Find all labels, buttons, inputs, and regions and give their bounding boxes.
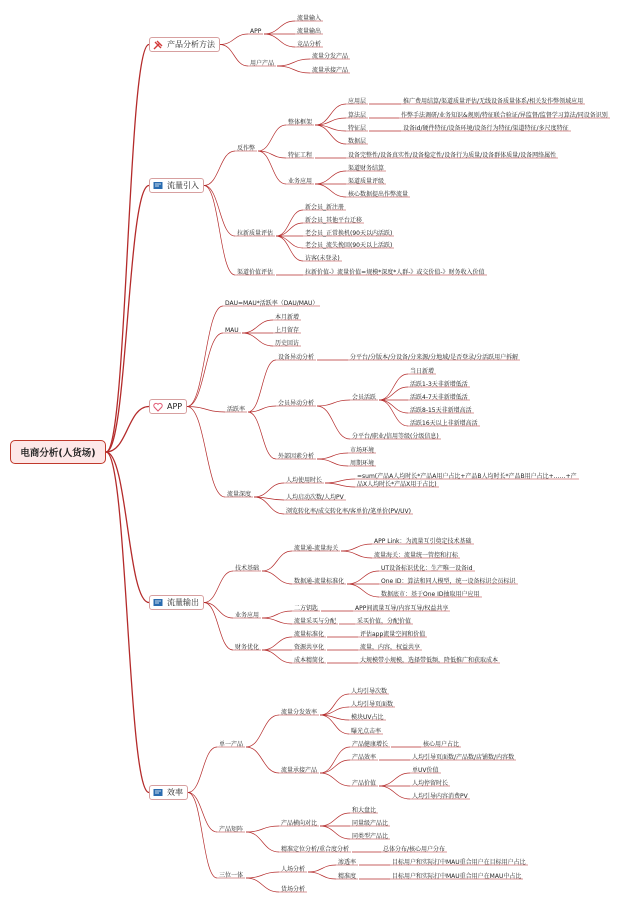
mindmap-node[interactable]: 人均引导次数: [351, 687, 388, 695]
connector-line: [188, 793, 217, 879]
mindmap-node[interactable]: 流量分发效率: [281, 708, 318, 716]
mindmap-node[interactable]: 成本精简化: [294, 656, 325, 664]
mindmap-node[interactable]: 上月留存: [275, 326, 300, 334]
connector-line: [320, 760, 350, 773]
connector-line: [242, 320, 273, 333]
mindmap-node[interactable]: 大规模带小规模，选择带低频，降低推广和获取成本: [360, 656, 499, 664]
connector-line: [204, 603, 233, 619]
connector-line: [320, 813, 350, 826]
mindmap-node[interactable]: =sum(产品A人均时长*产品A用户占比+产品B人均时长*产品B用户占比+……+产: [357, 472, 577, 480]
mindmap-node[interactable]: 总体分布/核心用户分布: [383, 845, 446, 853]
mindmap-node[interactable]: 会员活跃: [352, 393, 377, 401]
mindmap-node[interactable]: 数据通-流量标准化: [294, 577, 345, 585]
mindmap-node[interactable]: 反作弊: [237, 144, 256, 152]
category-traffic-in[interactable]: [149, 178, 204, 193]
connector-line: [248, 360, 276, 412]
connector-line: [262, 618, 292, 624]
mindmap-node[interactable]: 渗透率: [338, 858, 357, 866]
connector-line: [320, 694, 349, 715]
connector-line: [325, 483, 355, 487]
mindmap-node[interactable]: 浏览转化率/成交转化率/客单价/笔单价(PV/UV): [286, 507, 411, 515]
connector-line: [347, 584, 379, 597]
connector-line: [106, 186, 149, 453]
connector-line: [347, 571, 379, 584]
mindmap-node[interactable]: 新会员_其他平台迁移: [305, 216, 363, 224]
mindmap-node[interactable]: 活跃16天以上非新增高活: [410, 419, 478, 427]
mindmap-node[interactable]: 本月新增: [275, 313, 300, 321]
connector-line: [317, 453, 348, 459]
mindmap-node[interactable]: 流量深度: [227, 490, 252, 498]
connector-line: [246, 832, 279, 852]
connector-line: [308, 872, 336, 879]
mindmap-node[interactable]: 外部因素分析: [278, 452, 315, 460]
connector-line: [276, 210, 303, 236]
mindmap-node[interactable]: 同类型产品比: [352, 832, 389, 840]
mindmap-node[interactable]: 算法层: [348, 111, 367, 119]
connector-line: [341, 544, 372, 551]
mindmap-node[interactable]: 产品价值: [352, 779, 377, 787]
connector-line: [188, 793, 217, 833]
mindmap-node[interactable]: APP间流量互导/内容互导/权益共享: [355, 604, 449, 612]
mindmap-node[interactable]: UT设备标识优化：生产唯一设备id: [381, 564, 473, 572]
connector-line: [379, 773, 410, 786]
mindmap-node[interactable]: 流量标准化: [294, 630, 325, 638]
category-label: 流量引入: [167, 181, 199, 190]
flag-icon: [153, 181, 163, 191]
connector-line: [317, 400, 350, 406]
mindmap-node[interactable]: 特征工程: [288, 151, 313, 159]
connector-line: [320, 773, 350, 786]
mindmap-node[interactable]: 资源共享化: [294, 643, 325, 651]
mindmap-node[interactable]: 人均引导页面数: [351, 700, 394, 708]
connector-line: [246, 878, 279, 892]
connector-line: [188, 747, 217, 793]
mindmap-node[interactable]: 拉新质量评估: [237, 229, 274, 237]
mindmap-node[interactable]: 曝光点击率: [351, 727, 382, 735]
connector-line: [246, 715, 279, 747]
connector-line: [276, 236, 303, 248]
mindmap-node[interactable]: 数据层: [348, 137, 367, 145]
mindmap-node[interactable]: 流量海关：流量统一管控和打标: [374, 551, 459, 559]
connector-line: [262, 571, 292, 584]
mindmap-node[interactable]: 作弊手法调研/业务知识&规则/特征联合验证/异监督/监督学习算法/同设备识别: [401, 111, 608, 119]
mindmap-node[interactable]: 产品效率: [352, 753, 377, 761]
mindmap-node[interactable]: 业务应用: [235, 611, 260, 619]
connector-line: [379, 387, 408, 400]
mindmap-node[interactable]: 特征层: [348, 124, 367, 132]
connector-line: [277, 59, 310, 66]
connector-line: [106, 407, 149, 453]
mindmap-node[interactable]: 流量输出: [297, 27, 322, 35]
tools-icon: [153, 40, 163, 50]
connector-line: [258, 125, 286, 151]
category-traffic-out[interactable]: [149, 595, 204, 610]
mindmap-node[interactable]: 分平台/分版本/分设备/分来源/分地域/是否登录/分活跃用户拆解: [350, 353, 519, 361]
connector-line: [320, 826, 350, 839]
category-label: APP: [167, 402, 183, 411]
connector-line: [276, 236, 303, 261]
mindmap-node[interactable]: 当日新增: [410, 367, 435, 375]
category-label: 产品分析方法: [167, 40, 215, 49]
mindmap-node[interactable]: 活跃8-15天非新增高活: [410, 406, 472, 414]
connector-line: [379, 400, 408, 426]
connector-line: [379, 786, 410, 799]
connector-line: [315, 184, 346, 197]
connector-line: [106, 452, 149, 793]
mindmap-node[interactable]: 用户产品: [250, 59, 275, 67]
mindmap-node[interactable]: 二方钥匙: [294, 604, 319, 612]
mindmap-node[interactable]: 采买价值，分配价值: [357, 617, 412, 625]
connector-line: [262, 551, 292, 571]
mindmap-node[interactable]: 设备id/硬件特征/设备环境/设备行为特征/渠道特征/多尺度特征: [403, 124, 569, 132]
mindmap-node[interactable]: 会员异动分析: [278, 399, 315, 407]
connector-line: [106, 45, 149, 453]
category-label: 效率: [167, 788, 183, 797]
mindmap-node[interactable]: 渠道质量评级: [348, 177, 385, 185]
connector-line: [315, 171, 346, 184]
mindmap-node[interactable]: 财务优化: [235, 643, 260, 651]
connector-line: [262, 650, 292, 663]
category-label: 流量输出: [167, 598, 199, 607]
mindmap-node[interactable]: 模块UV占比: [351, 713, 384, 721]
connector-line: [262, 637, 292, 650]
mindmap-node[interactable]: 人场分析: [281, 865, 306, 873]
mindmap-node[interactable]: 推广费用结算/渠道质量评估/无线设备质量体系/相关发作弊领域应用: [403, 97, 584, 105]
mindmap-node[interactable]: 拉新价值-》流量价值=规模*深度*人群-》或交价值-》财务收入价值: [305, 268, 485, 276]
connector-line: [325, 479, 355, 483]
mindmap-node[interactable]: 流量分发产品: [312, 52, 349, 60]
mindmap-node[interactable]: 流量采买与分配: [294, 617, 337, 625]
connector-line: [276, 223, 303, 236]
mindmap-node[interactable]: 目标用户和实际打中MAU重合用户在目标用户占比: [392, 858, 526, 866]
category-app[interactable]: [149, 399, 187, 414]
mindmap-node[interactable]: 设备完整性/设备真实性/设备稳定性/设备行为质量/设备群体质量/设备网络属性: [348, 151, 557, 159]
mindmap-node[interactable]: DAU=MAU*活跃率（DAU/MAU）: [225, 299, 319, 307]
connector-line: [320, 707, 349, 715]
mindmap-node[interactable]: 渠道价值评估: [237, 268, 274, 276]
connector-line: [264, 34, 295, 47]
mindmap-node[interactable]: 应用层: [348, 97, 367, 105]
mindmap-node[interactable]: APP Link：为流量互引奠定技术基础: [374, 537, 472, 545]
mindmap-node[interactable]: 老会员_流失挽回(90天以上活跃): [305, 241, 393, 249]
connector-line: [320, 747, 350, 773]
mindmap-node[interactable]: 活跃率: [227, 405, 246, 413]
connector-line: [204, 151, 235, 186]
connector-line: [248, 406, 276, 412]
mindmap-node[interactable]: 分平台/职业/信用等级(分级信息): [352, 432, 439, 440]
mindmap-node[interactable]: 竞品分析: [297, 40, 322, 48]
mindmap-node[interactable]: 人均启动次数/人均PV: [286, 493, 344, 501]
root-node[interactable]: 电商分析(人货场): [10, 440, 106, 464]
connector-line: [187, 306, 223, 407]
connector-line: [262, 611, 292, 618]
connector-line: [220, 45, 248, 67]
mindmap-node[interactable]: 历史回访: [275, 339, 300, 347]
category-product-analysis[interactable]: [149, 37, 220, 52]
mindmap-node[interactable]: 产品矩阵: [219, 825, 244, 833]
mindmap-node[interactable]: 流量承接产品: [312, 66, 349, 74]
mindmap-node[interactable]: 设备异动分析: [278, 353, 315, 361]
mindmap-node[interactable]: 老会员_正常换机(90天以内活跃): [305, 229, 393, 237]
mindmap-node[interactable]: MAU: [225, 326, 239, 334]
connector-line: [341, 551, 372, 558]
mindmap-node[interactable]: 单UV价值: [412, 766, 439, 774]
connector-line: [379, 400, 408, 413]
connector-line: [248, 412, 276, 459]
mindmap-node[interactable]: 流量，内容，权益共享: [360, 643, 421, 651]
mindmap-node[interactable]: 数据底市：基于One ID抽取用户应用: [381, 590, 480, 598]
mindmap-node[interactable]: 流量输入: [297, 14, 322, 22]
flag-icon: [153, 598, 163, 608]
mindmap-node[interactable]: 品X人均时长*产品X用于占比): [357, 480, 437, 488]
mindmap-node[interactable]: 产品健康增长: [352, 740, 389, 748]
mindmap-node[interactable]: 人均使用时长: [286, 476, 323, 484]
flag-icon: [153, 788, 163, 798]
mindmap-node[interactable]: 货场分析: [281, 885, 306, 893]
mindmap-node[interactable]: 产品横向对比: [281, 819, 318, 827]
mindmap-node[interactable]: 核心用户占比: [423, 740, 460, 748]
connector-line: [308, 865, 336, 872]
category-efficiency[interactable]: [149, 785, 188, 800]
mindmap-node[interactable]: 目标用户和实际打中MAU重合用户在MAU中占比: [392, 872, 522, 880]
mindmap-node[interactable]: 渠道财务结算: [348, 164, 385, 172]
mindmap-node[interactable]: 和大盘比: [352, 806, 377, 814]
connector-line: [187, 333, 223, 407]
connector-line: [254, 483, 284, 497]
connector-line: [264, 21, 295, 34]
mindmap-node[interactable]: 人均停留时长: [412, 779, 449, 787]
mindmap-node[interactable]: 新会员_新注册: [305, 203, 345, 211]
mindmap-node[interactable]: 精准度: [338, 872, 357, 880]
mindmap-node[interactable]: 活跃1-3天非新增低活: [410, 380, 468, 388]
mindmap-node[interactable]: APP: [250, 27, 262, 35]
connector-line: [204, 571, 233, 603]
connector-line: [317, 459, 348, 466]
connector-line: [246, 872, 279, 878]
connector-line: [242, 333, 273, 346]
mindmap-node[interactable]: 人均引导页面数/产品数/店铺数/内容数: [412, 753, 515, 761]
connector-line: [246, 826, 279, 832]
mindmap-node[interactable]: 访客(未登录): [305, 254, 340, 262]
connector-line: [204, 603, 233, 651]
mindmap-node[interactable]: 单一产品: [219, 740, 244, 748]
connector-line: [106, 452, 149, 603]
mindmap-node[interactable]: 核心数据提出作弊流量: [348, 190, 409, 198]
mindmap-node[interactable]: 流量承接产品: [281, 766, 318, 774]
mindmap-node[interactable]: 三位一体: [219, 871, 244, 879]
mindmap-node[interactable]: 业务应用: [288, 177, 313, 185]
mindmap-node[interactable]: 市场环境: [350, 446, 375, 454]
mindmap-node[interactable]: 人均引导内容消费PV: [412, 792, 468, 800]
mindmap-node[interactable]: 同量级产品比: [352, 819, 389, 827]
connector-line: [246, 747, 279, 773]
connector-line: [220, 34, 248, 45]
connector-line: [204, 186, 235, 276]
heart-icon: [153, 402, 163, 412]
mindmap-node[interactable]: 评估app流量空间和价值: [360, 630, 426, 638]
connector-line: [187, 407, 225, 498]
connector-line: [277, 66, 310, 73]
connector-line: [317, 406, 350, 439]
mindmap-node[interactable]: 活跃4-7天非新增低活: [410, 393, 468, 401]
connector-line: [379, 374, 408, 400]
mindmap-node[interactable]: 精准定位分析/重合度分析: [281, 845, 350, 853]
mindmap-node[interactable]: 流量通-流量海关: [294, 544, 339, 552]
mindmap-node[interactable]: 技术基础: [235, 564, 260, 572]
mindmap-node[interactable]: 周期环境: [350, 459, 375, 467]
connector-line: [258, 151, 286, 184]
mindmap-node[interactable]: 整体框架: [288, 118, 313, 126]
mindmap-node[interactable]: One ID：算法和同人模型，统一设备标识会员标识: [381, 577, 516, 585]
